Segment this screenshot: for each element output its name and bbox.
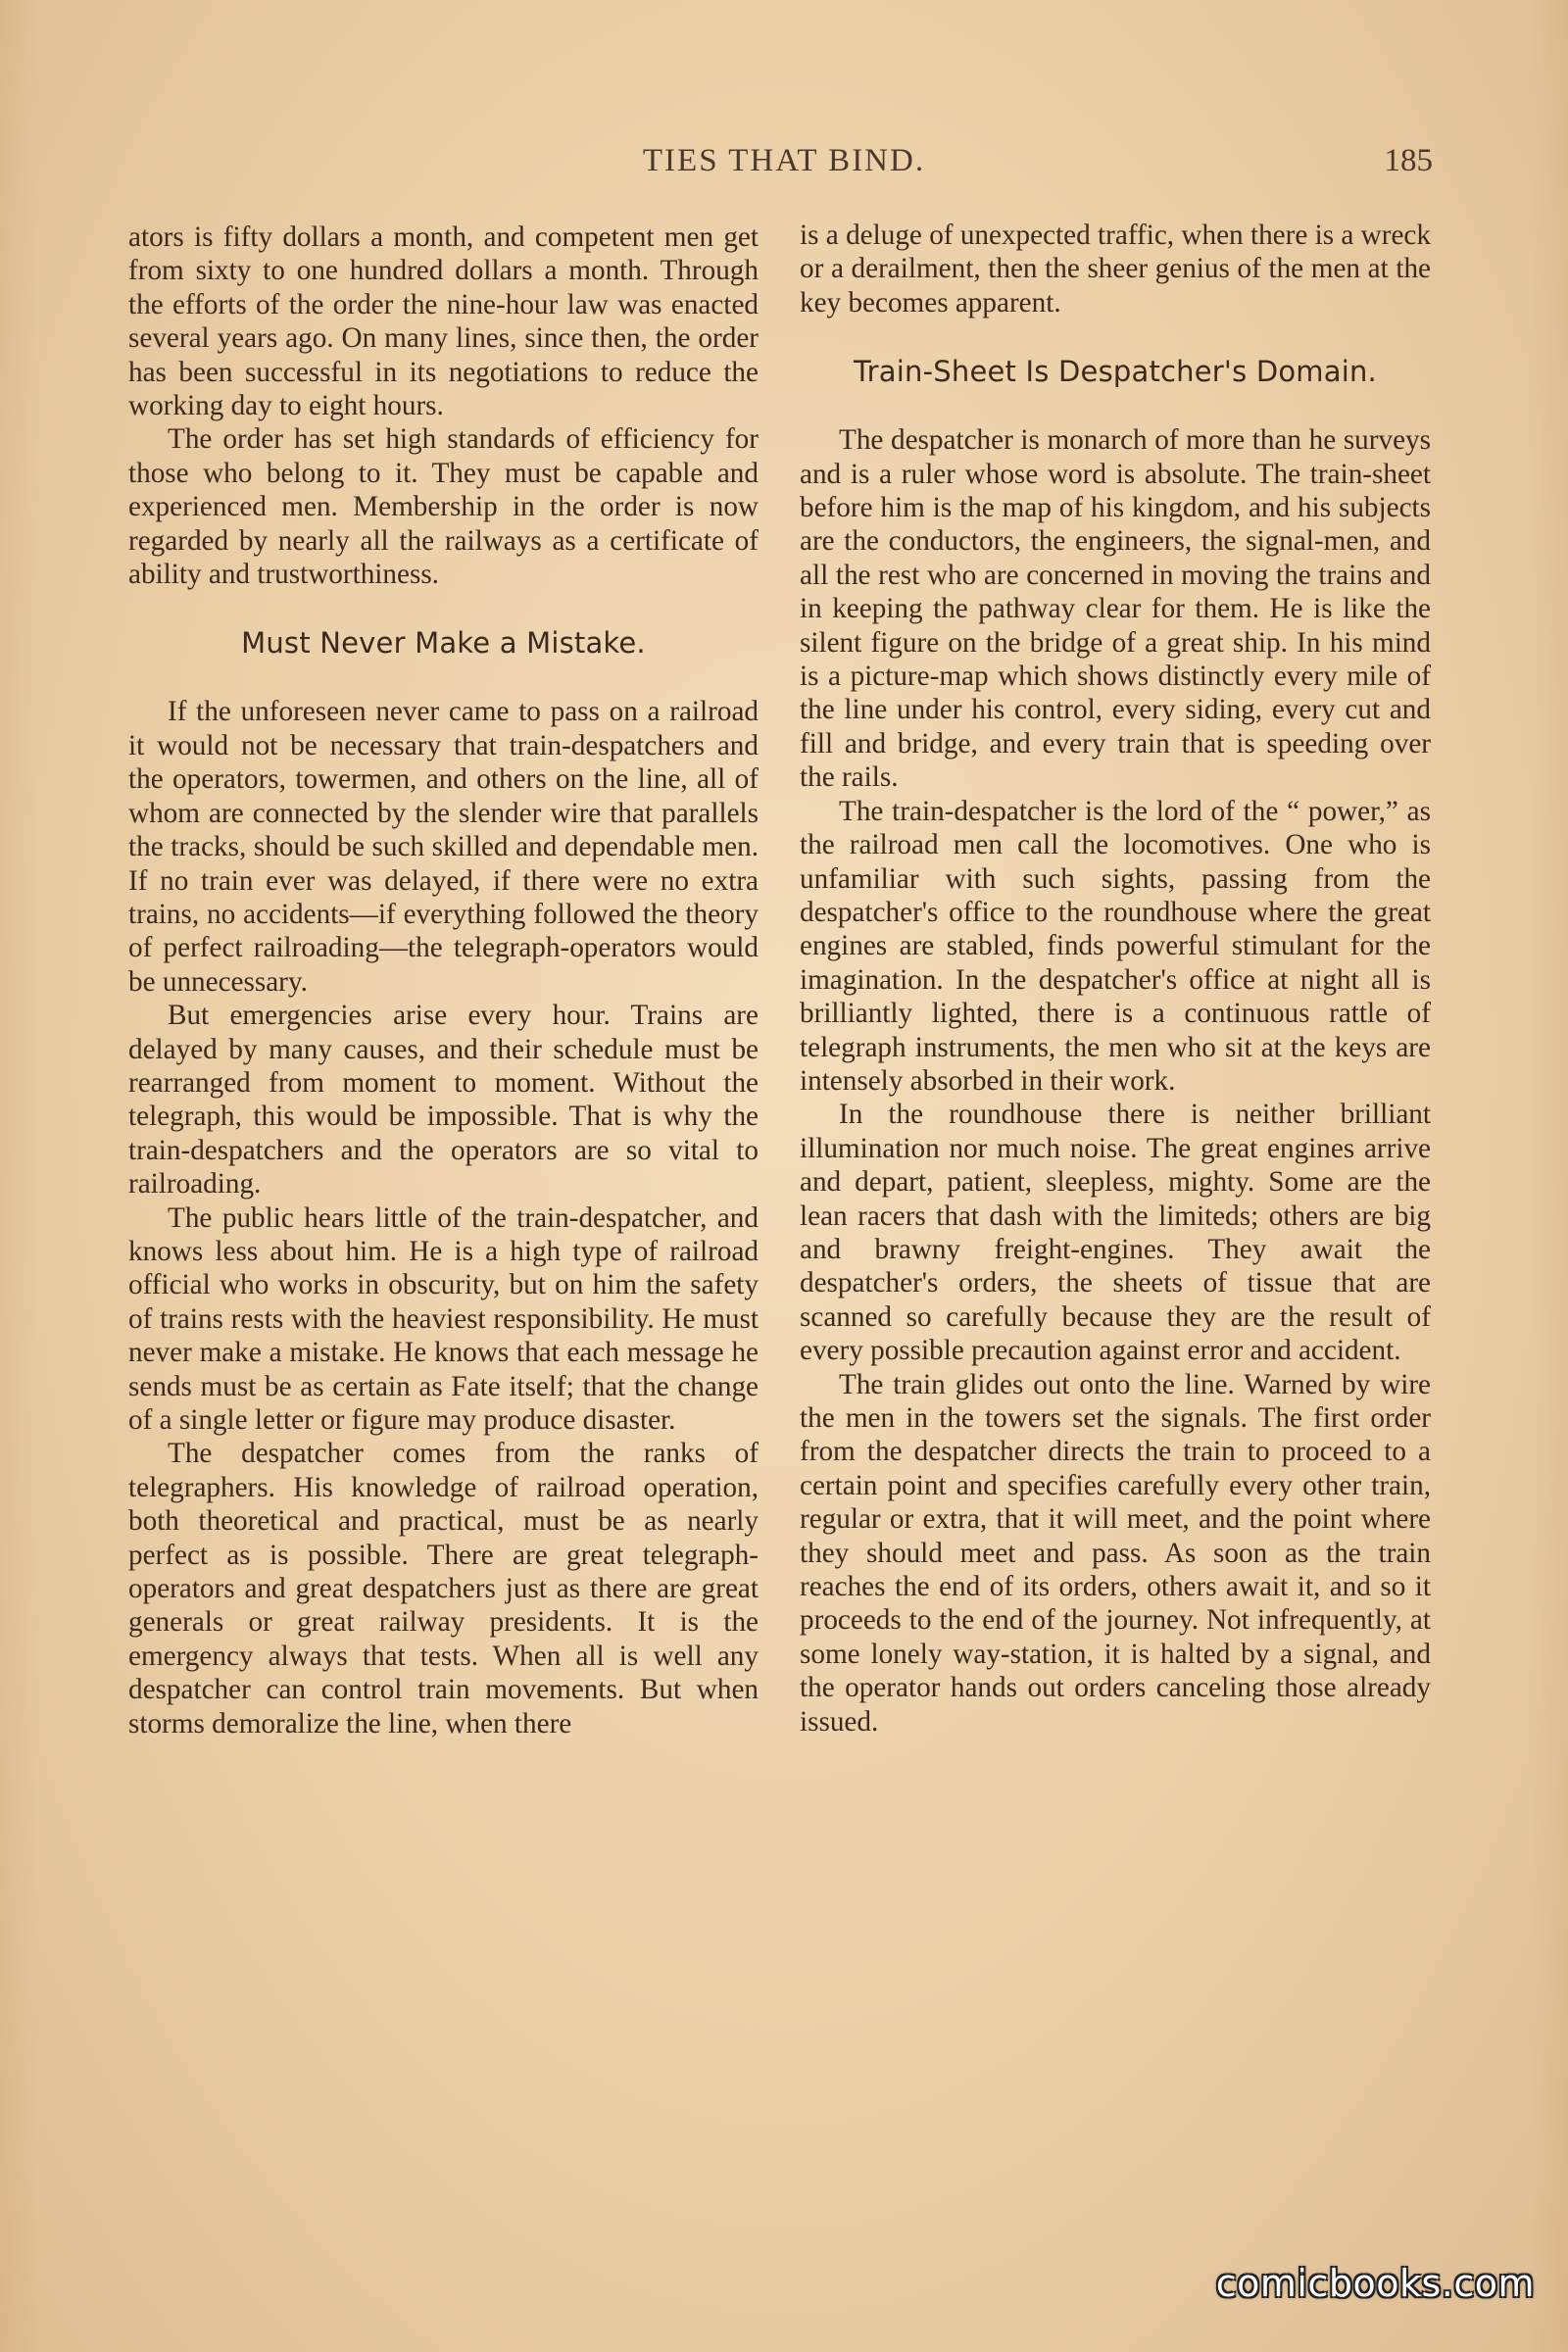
running-head: TIES THAT BIND. — [642, 143, 926, 178]
paragraph: If the unforeseen never came to pass on a railroad it would not be necessary that train-despatchers and the operators, towermen, and others on the line, all of whom are connected by the slender wire that parallels the tracks, should be such skilled and dependable men. If no train ever was delayed, if there were no extra trains, no accidents—if everything followed the theory of perfect railroading—the telegraph-operators would be unnecessary. — [128, 696, 759, 998]
page-header — [0, 139, 1568, 188]
paragraph: ators is fifty dollars a month, and competent men get from sixty to one hundred dollars a month. Through the efforts of the order the nine-hour law was enacted several years ago. On many lines, since then, the order has been successful in its negotiations to reduce the working day to eight hours. — [128, 221, 759, 422]
paragraph: The public hears little of the train-despatcher, and knows less about him. He is a high type of railroad official who works in obscurity, but on him the safety of trains rests with the heaviest responsibility. He must never make a mistake. He knows that each message he sends must be as certain as Fate itself; that the change of a single letter or figure may produce disaster. — [128, 1201, 759, 1436]
paragraph: The despatcher is monarch of more than he surveys and is a ruler whose word is absolute. The train-sheet before him is the map of his kingdom, and his subjects are the conductors, the engineers, the signal-men, and all the rest who are concerned in moving the trains and in keeping the pathway clear for them. He is like the silent figure on the bridge of a great ship. In his mind is a picture-map which shows distinctly every mile of the line under his control, every siding, every cut and fill and bridge, and every train that is speeding over the rails. — [800, 424, 1431, 794]
paragraph: is a deluge of unexpected traffic, when there is a wreck or a derailment, then the sheer genius of the men at the key becomes apparent. — [800, 220, 1431, 318]
paragraph: In the roundhouse there is neither brilliant illumination nor much noise. The great engines arrive and depart, patient, sleepless, mighty. Some are the lean racers that dash with the limiteds; others are big and brawny freight-engines. They await the despatcher's orders, the sheets of tissue that are scanned so carefully because they are the result of every possible precaution against error and accident. — [800, 1099, 1431, 1367]
section-heading: Train-Sheet Is Despatcher's Domain. — [854, 355, 1377, 389]
section-heading: Must Never Make a Mistake. — [241, 626, 646, 661]
paragraph: The train-despatcher is the lord of the “ power,” as the railroad men call the locomotives. One who is unfamiliar with such sights, passing from the despatcher's office to the roundhouse where the great engines are stabled, finds powerful stimulant for the imagination. In the despatcher's office at night all is brilliantly lighted, there is a continuous rattle of telegraph instruments, the men who sit at the keys are intensely absorbed in their work. — [800, 795, 1431, 1097]
left-column — [128, 220, 759, 1740]
paragraph: The despatcher comes from the ranks of telegraphers. His knowledge of railroad operation, both theoretical and practical, must be as nearly perfect as is possible. There are great telegraph-operators and great despatchers just as there are great generals or great railway presidents. It is the emergency always that tests. When all is well any despatcher can control train movements. But when storms demoralize the line, when there — [128, 1438, 759, 1740]
paragraph: The order has set high standards of efficiency for those who belong to it. They must be capable and experienced men. Membership in the order is now regarded by nearly all the railways as a certificate of ability and trustworthiness. — [128, 423, 759, 591]
paragraph: But emergencies arise every hour. Trains are delayed by many causes, and their schedule must be rearranged from moment to moment. Without the telegraph, this would be impossible. That is why the train-despatchers and the operators are so vital to railroading. — [128, 1000, 759, 1200]
watermark: comicbooks.com — [1215, 2262, 1535, 2305]
page-number: 185 — [1384, 143, 1433, 178]
right-column — [800, 219, 1431, 1739]
paragraph: The train glides out onto the line. Warned by wire the men in the towers set the signals. The first order from the despatcher directs the train to proceed to a certain point and specifies carefully every other train, regular or extra, that it will meet, and the point where they should meet and pass. As soon as the train reaches the end of its orders, others await it, and so it proceeds to the end of the journey. Not infrequently, at some lonely way-station, it is halted by a signal, and the operator hands out orders canceling those already issued. — [800, 1368, 1431, 1738]
